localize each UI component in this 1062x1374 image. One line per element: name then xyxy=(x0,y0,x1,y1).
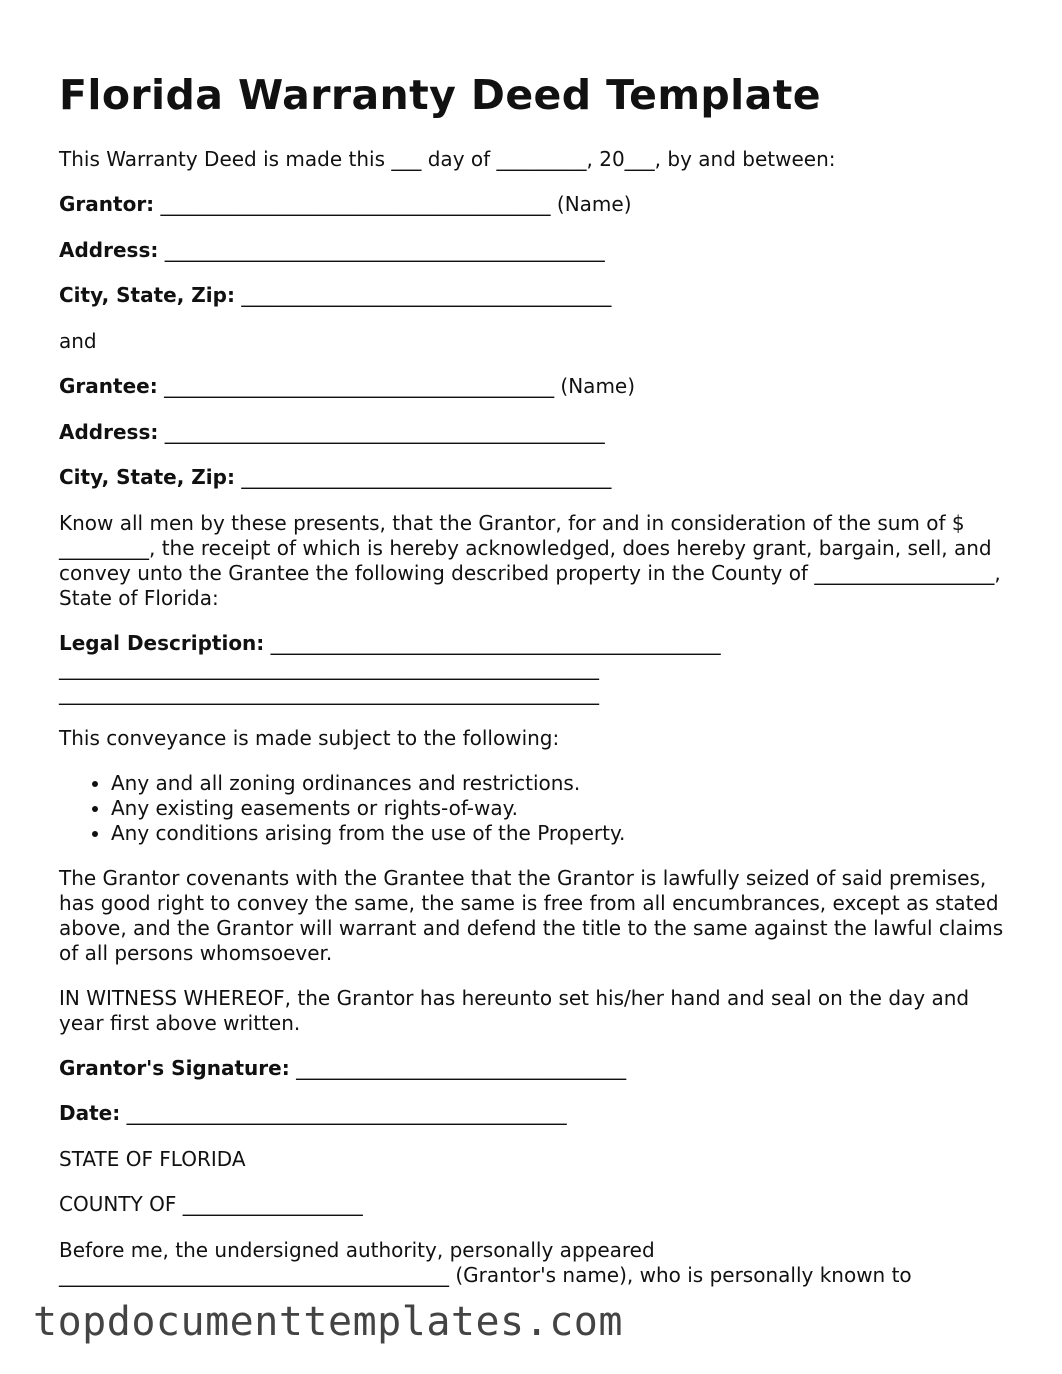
document-page xyxy=(59,70,1009,1308)
county-field: COUNTY OF __________________ xyxy=(59,1192,363,1217)
legal-description-blank-3: ______________________________________________________ xyxy=(59,680,599,705)
grantee-name-blank: _______________________________________ (Name) xyxy=(164,374,636,399)
grantee-address-label: Address: xyxy=(59,419,159,444)
grantor-label: Grantor: xyxy=(59,192,155,217)
grantor-address-field xyxy=(59,238,1009,263)
intro-paragraph: This Warranty Deed is made this ___ day of _________, 20___, by and between: xyxy=(59,147,836,172)
legal-description-label: Legal Description: xyxy=(59,630,265,655)
grantor-address-label: Address: xyxy=(59,237,159,262)
grantee-label: Grantee: xyxy=(59,374,158,399)
and-text: and xyxy=(59,328,97,353)
legal-description-blank-2: ______________________________________________________ xyxy=(59,655,599,680)
page-title: Florida Warranty Deed Template xyxy=(59,71,821,119)
list-item: • Any conditions arising from the use of the Property. xyxy=(111,821,1009,846)
grantor-city-blank: _____________________________________ xyxy=(241,283,612,308)
date-field xyxy=(59,1101,1009,1126)
signature-label: Grantor's Signature: xyxy=(59,1055,290,1080)
grantee-city-label: City, State, Zip: xyxy=(59,465,235,490)
grantor-name-blank: _______________________________________ (Name) xyxy=(160,192,632,217)
list-item: • Any and all zoning ordinances and restrictions. xyxy=(111,771,1009,796)
signature-field xyxy=(59,1056,1009,1081)
grantor-name-field xyxy=(59,192,1009,217)
date-blank: ____________________________________________ xyxy=(126,1101,567,1126)
grantor-city-label: City, State, Zip: xyxy=(59,283,235,308)
grantee-city-field xyxy=(59,465,1009,490)
grantee-name-field xyxy=(59,374,1009,399)
subject-intro: This conveyance is made subject to the following: xyxy=(59,725,560,750)
grantor-address-blank: ____________________________________________ xyxy=(164,237,605,262)
legal-description-blank-1: _____________________________________________ xyxy=(270,630,721,655)
date-label: Date: xyxy=(59,1101,121,1126)
legal-description-field xyxy=(59,631,1009,706)
notary-paragraph: Before me, the undersigned authority, personally appeared _______________________________________ (Grantor's name), who is personally known to xyxy=(59,1237,912,1287)
grantee-address-field xyxy=(59,420,1009,445)
watermark-text: topdocumenttemplates.com xyxy=(33,1299,623,1345)
witness-paragraph: IN WITNESS WHEREOF, the Grantor has hereunto set his/her hand and seal on the day and year first above written. xyxy=(59,985,970,1035)
grantee-city-blank: _____________________________________ xyxy=(241,465,612,490)
consideration-paragraph: Know all men by these presents, that the Grantor, for and in consideration of the sum of $ _________, the receipt of which is hereby acknowledged, does hereby grant, bargain, sell, and convey unto the Grantee the following described property in the County of __________________, State of Florida: xyxy=(59,510,1001,610)
list-item: • Any existing easements or rights-of-way. xyxy=(111,796,1009,821)
grantor-city-field xyxy=(59,283,1009,308)
covenant-paragraph: The Grantor covenants with the Grantee that the Grantor is lawfully seized of said premises, has good right to convey the same, the same is free from all encumbrances, except as stated above, and the Grantor will warrant and defend the title to the same against the lawful claims of all persons whomsoever. xyxy=(59,865,1004,965)
signature-blank: _________________________________ xyxy=(296,1055,627,1080)
subject-list xyxy=(59,771,1009,846)
state-heading: STATE OF FLORIDA xyxy=(59,1146,246,1171)
grantee-address-blank: ____________________________________________ xyxy=(164,419,605,444)
